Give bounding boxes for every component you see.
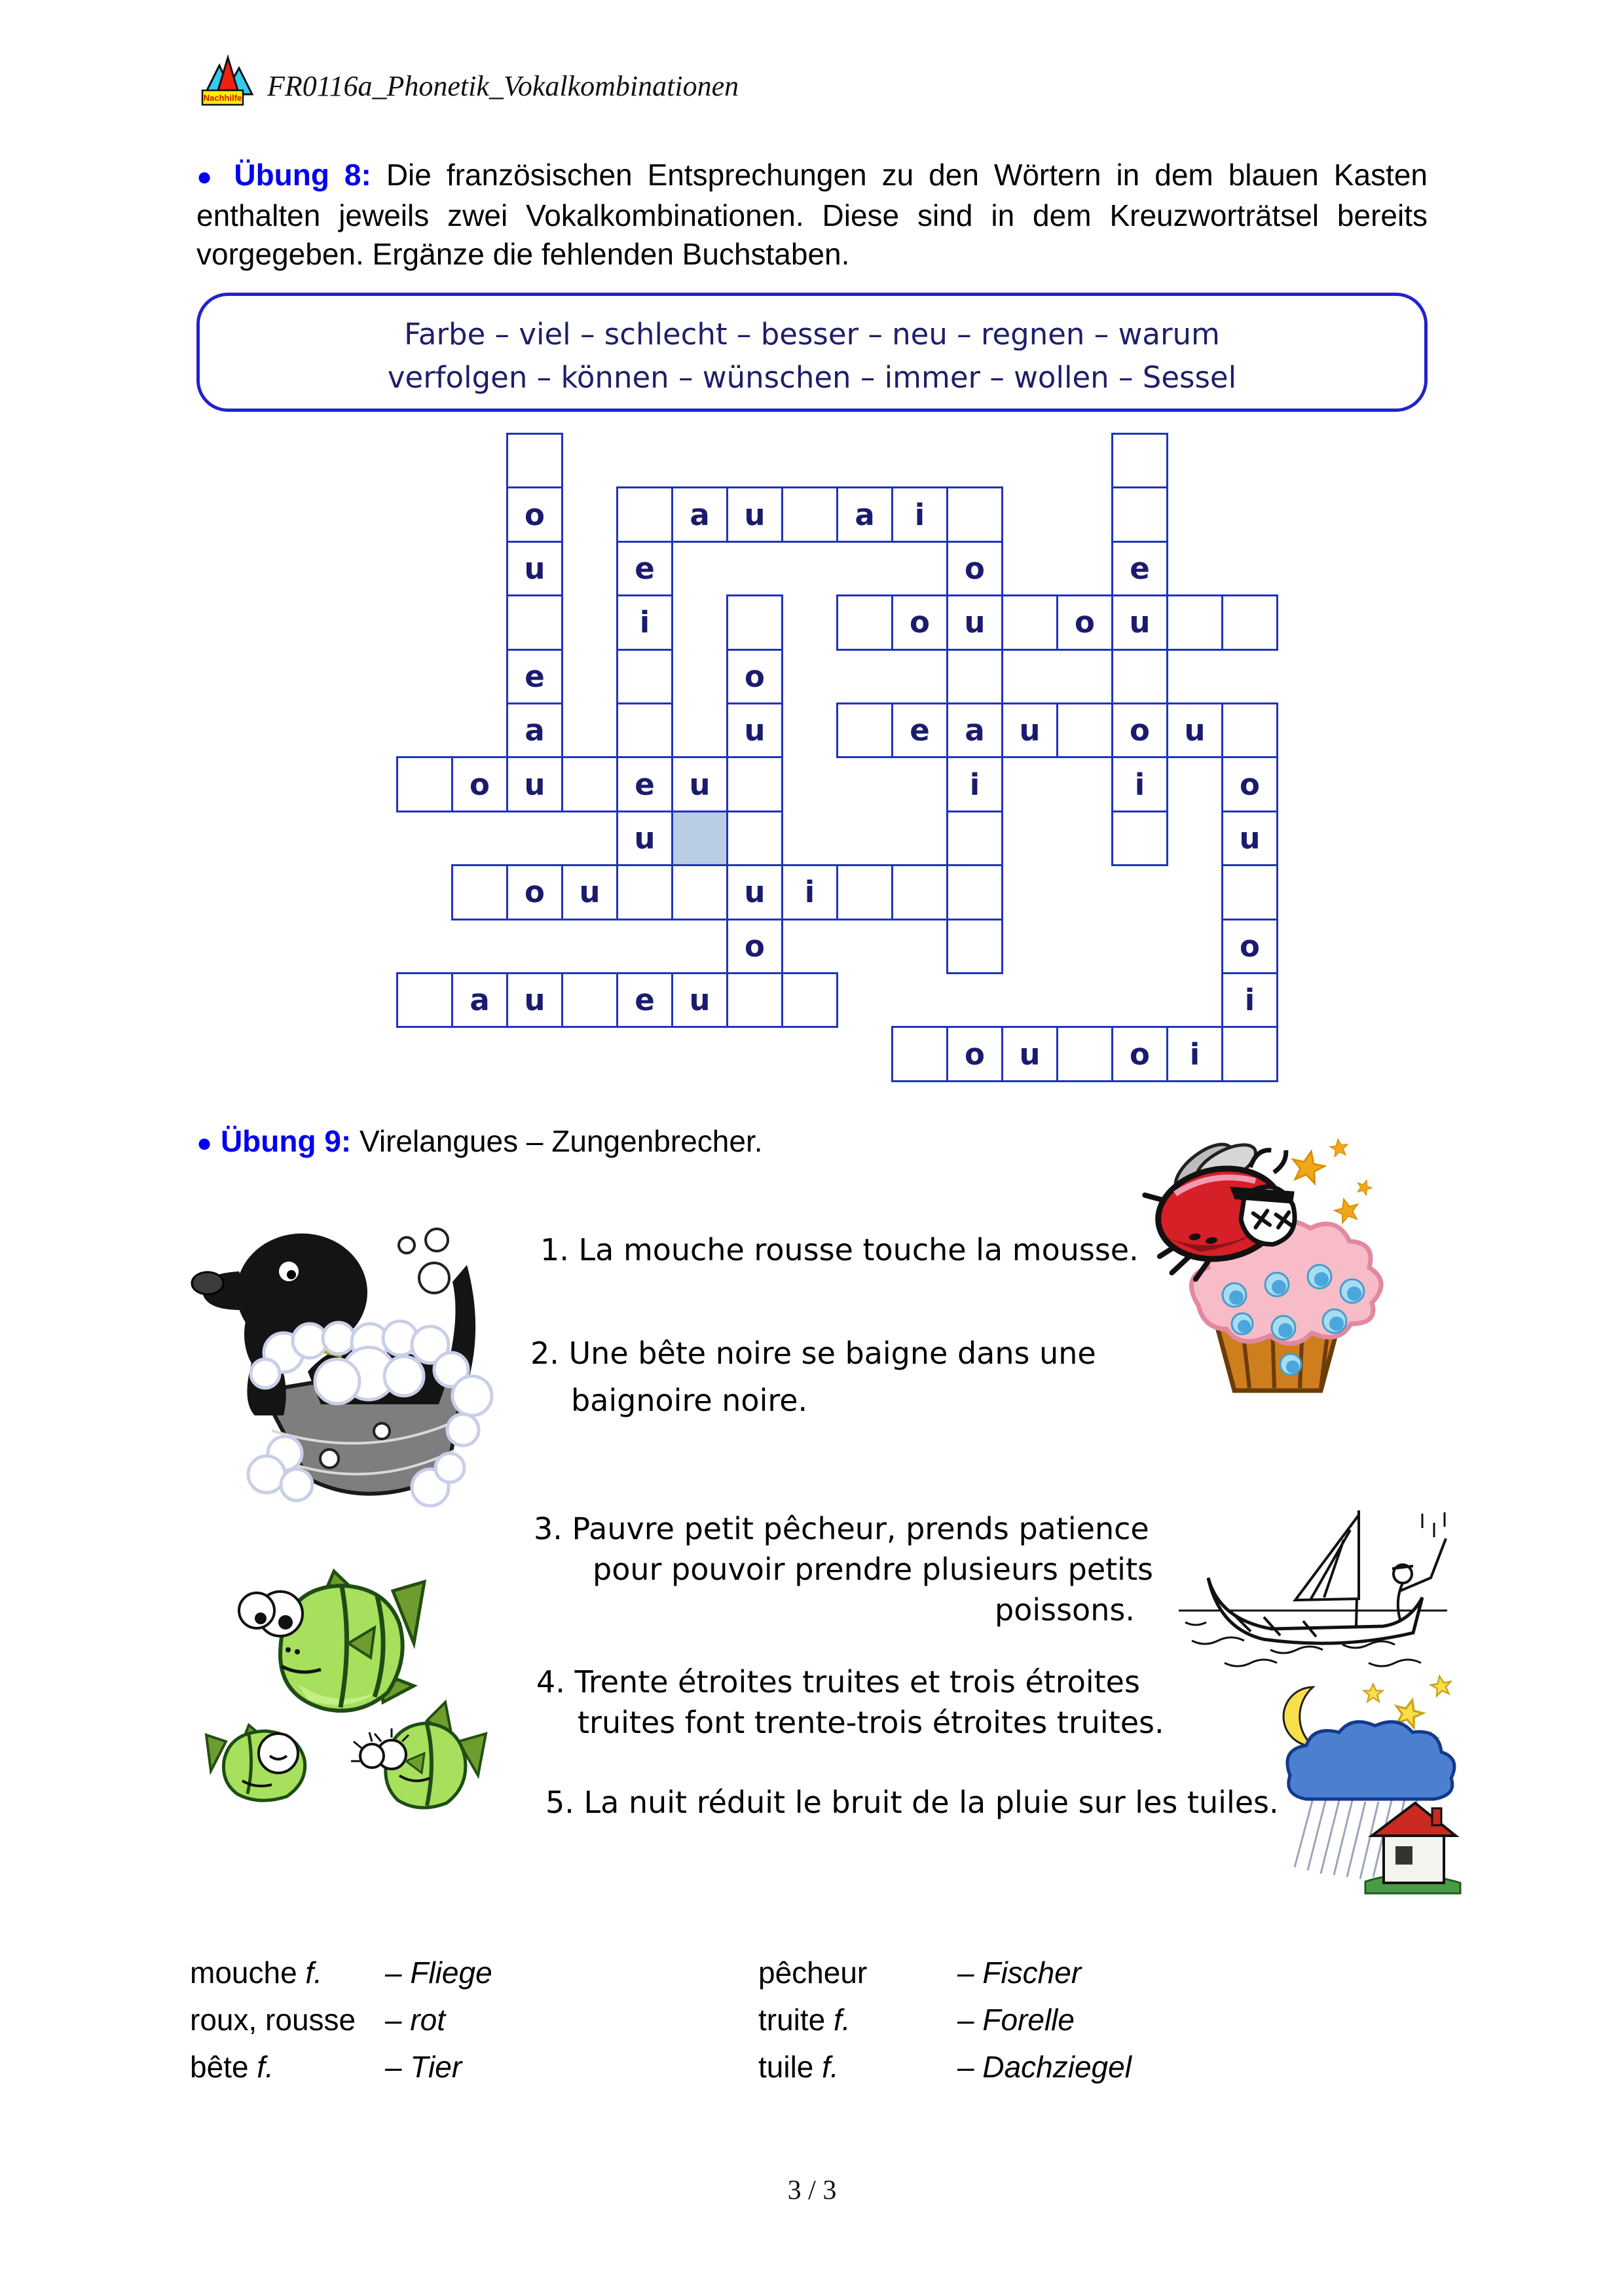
crossword-cell <box>561 864 618 920</box>
exercise9-text: Virelangues – Zungenbrecher. <box>360 1124 763 1158</box>
crossword-letter: o <box>910 605 930 640</box>
crossword-cell <box>946 702 1003 758</box>
fisherman-boat-illustration <box>1172 1501 1454 1672</box>
crossword-cell[interactable] <box>726 811 783 866</box>
crossword-letter: i <box>1189 1036 1200 1072</box>
vocab-gender-marker: f. <box>813 2050 839 2084</box>
crossword-letter: u <box>744 713 766 748</box>
crossword-letter: e <box>635 767 655 802</box>
crossword-cell <box>506 864 563 920</box>
crossword-cell <box>726 864 783 920</box>
crossword-cell[interactable] <box>1221 702 1278 758</box>
crossword-letter: o <box>965 551 985 586</box>
crossword-cell[interactable] <box>506 594 563 650</box>
exercise8-text1: Die französischen Entsprechungen zu den Wörtern in dem blauen Kasten <box>386 158 1428 192</box>
crossword-letter: u <box>579 875 600 910</box>
fish-group-illustration <box>183 1545 498 1833</box>
crossword-letter: e <box>910 713 930 748</box>
crossword-letter: u <box>744 875 766 910</box>
crossword-letter: o <box>965 1036 985 1072</box>
tongue-twister-2-line-2: baignoire noire. <box>571 1383 808 1418</box>
crossword-letter: u <box>1129 605 1151 640</box>
crossword-cell <box>946 1026 1003 1082</box>
crossword-letter: e <box>1130 551 1150 586</box>
crossword-cell[interactable] <box>1221 594 1278 650</box>
crossword-letter: i <box>914 497 925 532</box>
crossword-cell-shaded[interactable] <box>671 811 728 866</box>
crossword-cell[interactable] <box>781 972 838 1028</box>
exercise9-label: Übung 9: <box>220 1124 352 1158</box>
crossword-letter: a <box>470 983 490 1018</box>
crossword-cell <box>1166 702 1223 758</box>
crossword-cell <box>1001 1026 1058 1082</box>
crossword-cell[interactable] <box>946 649 1003 704</box>
crossword-cell[interactable] <box>891 1026 948 1082</box>
crossword-cell[interactable] <box>946 486 1003 542</box>
small-fish-left <box>206 1725 305 1800</box>
tongue-twister-3-line-1: 3. Pauvre petit pêcheur, prends patience <box>534 1511 1149 1546</box>
crossword-cell <box>506 756 563 812</box>
crossword-cell <box>506 541 563 596</box>
crossword-cell <box>616 541 673 596</box>
crossword-letter: o <box>1075 605 1095 640</box>
crossword-cell[interactable] <box>946 864 1003 920</box>
bullet-icon: ● <box>196 1129 213 1157</box>
crossword-cell <box>506 972 563 1028</box>
crossword-cell <box>891 486 948 542</box>
crossword-cell <box>891 594 948 650</box>
crossword-cell[interactable] <box>561 972 618 1028</box>
crossword-letter: o <box>470 767 490 802</box>
crossword-cell <box>616 594 673 650</box>
crossword-cell <box>1221 919 1278 974</box>
crossword-letter: o <box>745 659 765 694</box>
crossword-letter: i <box>639 605 650 640</box>
crossword-cell <box>1111 1026 1168 1082</box>
crossword-cell <box>836 486 893 542</box>
exercise8-line2: enthalten jeweils zwei Vokalkombinationen. Diese sind in dem Kreuzworträtsel bereits <box>196 198 1428 232</box>
crossword-cell <box>1221 756 1278 812</box>
crossword-cell <box>616 811 673 866</box>
vocab-german-translation: – rot <box>385 2003 446 2037</box>
vocab-french-term: pêcheur <box>758 1956 868 1990</box>
vocab-gender-marker: f. <box>825 2003 851 2037</box>
crossword-cell[interactable] <box>836 594 893 650</box>
crossword-cell[interactable] <box>616 864 673 920</box>
crossword-cell <box>1111 702 1168 758</box>
crossword-cell <box>946 594 1003 650</box>
crossword-letter: i <box>1244 983 1255 1018</box>
crossword-letter: i <box>969 767 980 802</box>
dog-in-bathtub-illustration <box>174 1205 507 1519</box>
page-number: 3 / 3 <box>787 2176 837 2206</box>
crossword-cell <box>726 649 783 704</box>
night-rain-house-illustration <box>1267 1671 1464 1908</box>
crossword-cell <box>946 541 1003 596</box>
crossword-cell <box>1111 594 1168 650</box>
crossword-letter: i <box>804 875 815 910</box>
vocab-german-translation: – Fischer <box>957 1956 1082 1990</box>
crossword-cell <box>616 972 673 1028</box>
crossword-cell <box>1111 756 1168 812</box>
vocab-french-term: mouche f. <box>190 1956 322 1990</box>
crossword-cell[interactable] <box>726 594 783 650</box>
tongue-twister-1-line-1: 1. La mouche rousse touche la mousse. <box>540 1232 1139 1267</box>
crossword-cell <box>726 702 783 758</box>
crossword-cell[interactable] <box>1056 702 1113 758</box>
crossword-cell[interactable] <box>781 486 838 542</box>
crossword-cell <box>781 864 838 920</box>
crossword-cell <box>1221 972 1278 1028</box>
vocab-german-translation: – Forelle <box>957 2003 1075 2037</box>
crossword-letter: u <box>1019 1036 1041 1072</box>
crossword-cell[interactable] <box>616 486 673 542</box>
crossword-cell <box>1221 811 1278 866</box>
crossword-cell <box>616 756 673 812</box>
tongue-twister-4-line-2: truites font trente-trois étroites truites. <box>578 1705 1164 1740</box>
crossword-letter: i <box>1134 767 1145 802</box>
crossword-letter: o <box>745 928 765 964</box>
vocab-german-translation: – Tier <box>385 2050 462 2084</box>
nachhilfe-logo <box>200 54 256 109</box>
tongue-twister-3-line-3: poissons. <box>995 1592 1135 1628</box>
vocab-french-term: truite f. <box>758 2003 851 2037</box>
crossword-letter: o <box>1130 1036 1150 1072</box>
crossword-cell <box>1166 1026 1223 1082</box>
bullet-icon: ● <box>196 162 219 191</box>
vocab-german-translation: – Dachziegel <box>957 2050 1132 2084</box>
vocab-gender-marker: f. <box>297 1956 322 1990</box>
crossword-letter: o <box>1240 767 1260 802</box>
crossword-cell[interactable] <box>946 811 1003 866</box>
crossword-cell[interactable] <box>726 972 783 1028</box>
crossword-cell[interactable] <box>1001 594 1058 650</box>
crossword-cell[interactable] <box>616 702 673 758</box>
crossword-letter: u <box>689 983 710 1018</box>
crossword-cell[interactable] <box>726 756 783 812</box>
crossword-letter: u <box>1019 713 1041 748</box>
crossword-letter: a <box>525 713 545 748</box>
crossword-cell[interactable] <box>506 433 563 488</box>
word-box-line1: Farbe – viel – schlecht – besser – neu – regnen – warum <box>404 317 1220 352</box>
crossword-cell <box>506 486 563 542</box>
crossword-cell <box>506 702 563 758</box>
crossword-cell <box>946 756 1003 812</box>
crossword-letter: u <box>524 767 545 802</box>
rain-cloud <box>1287 1722 1454 1799</box>
crossword-cell <box>671 486 728 542</box>
logo-text: Nachhilfe <box>203 93 242 103</box>
vocab-french-term: tuile f. <box>758 2050 839 2084</box>
crossword-cell <box>1056 594 1113 650</box>
crossword-cell[interactable] <box>946 919 1003 974</box>
crossword-letter: u <box>524 551 545 586</box>
crossword-letter: u <box>1239 820 1261 856</box>
word-box <box>196 293 1428 412</box>
exercise8-line3: vorgegeben. Ergänze die fehlenden Buchstaben. <box>196 237 850 271</box>
big-fish <box>239 1571 424 1711</box>
crossword-letter: u <box>524 983 545 1018</box>
crossword-cell <box>1001 702 1058 758</box>
crossword-cell <box>451 972 508 1028</box>
crossword-cell[interactable] <box>671 864 728 920</box>
crossword-cell <box>671 972 728 1028</box>
exercise8-line1 <box>196 156 1428 196</box>
crossword-cell[interactable] <box>1166 594 1223 650</box>
crossword-letter: u <box>964 605 986 640</box>
crossword-cell[interactable] <box>1056 1026 1113 1082</box>
crescent-moon <box>1283 1687 1313 1746</box>
vocab-german-translation: – Fliege <box>385 1956 492 1990</box>
crossword-letter: u <box>634 820 655 856</box>
crossword-letter: o <box>1240 928 1260 964</box>
crossword-cell <box>451 756 508 812</box>
crossword-letter: u <box>744 497 766 532</box>
crossword-cell[interactable] <box>836 864 893 920</box>
crossword-cell[interactable] <box>396 972 453 1028</box>
vocab-gender-marker: f. <box>248 2050 274 2084</box>
tongue-twister-4-line-1: 4. Trente étroites truites et trois étroites <box>536 1664 1140 1700</box>
crossword-letter: a <box>965 713 985 748</box>
exercise8-instructions <box>196 156 1428 274</box>
tongue-twister-2-line-1: 2. Une bête noire se baigne dans une <box>530 1336 1096 1371</box>
crossword-letter: e <box>525 659 545 694</box>
crossword-cell[interactable] <box>1111 811 1168 866</box>
crossword-cell <box>1111 541 1168 596</box>
fly-on-cupcake-illustration <box>1143 1127 1411 1397</box>
crossword-letter: e <box>635 551 655 586</box>
crossword-letter: o <box>525 497 545 532</box>
crossword-cell[interactable] <box>891 864 948 920</box>
vocab-french-term: bête f. <box>190 2050 274 2084</box>
small-fish-right <box>351 1702 486 1808</box>
crossword-letter: o <box>525 875 545 910</box>
sparkle-stars <box>1289 1138 1373 1224</box>
crossword-cell[interactable] <box>1221 1026 1278 1082</box>
crossword-cell[interactable] <box>1221 864 1278 920</box>
crossword-letter: o <box>1130 713 1150 748</box>
exercise9-heading <box>196 1123 763 1159</box>
exercise8-label: Übung 8: <box>234 158 371 192</box>
crossword-cell[interactable] <box>451 864 508 920</box>
crossword-cell <box>671 756 728 812</box>
page-title: FR0116a_Phonetik_Vokalkombinationen <box>267 70 739 102</box>
crossword-letter: a <box>690 497 710 532</box>
crossword-cell[interactable] <box>1111 433 1168 488</box>
crossword-cell <box>506 649 563 704</box>
tongue-twister-3-line-2: pour pouvoir prendre plusieurs petits <box>593 1552 1153 1587</box>
crossword-letter: u <box>689 767 710 802</box>
crossword-cell[interactable] <box>616 649 673 704</box>
crossword-letter: u <box>1184 713 1206 748</box>
crossword-letter: e <box>635 983 655 1018</box>
crossword-cell[interactable] <box>836 702 893 758</box>
crossword-cell <box>726 919 783 974</box>
crossword-cell[interactable] <box>1111 649 1168 704</box>
crossword-letter: a <box>855 497 875 532</box>
dog-nose <box>192 1272 223 1294</box>
crossword-cell[interactable] <box>1111 486 1168 542</box>
crossword-cell[interactable] <box>396 756 453 812</box>
tongue-twister-5-line-1: 5. La nuit réduit le bruit de la pluie sur les tuiles. <box>545 1785 1279 1820</box>
crossword-cell[interactable] <box>561 756 618 812</box>
crossword-cell <box>891 702 948 758</box>
word-box-line2: verfolgen – können – wünschen – immer – wollen – Sessel <box>387 360 1237 395</box>
vocab-french-term: roux, rousse <box>190 2003 356 2037</box>
crossword-cell <box>726 486 783 542</box>
